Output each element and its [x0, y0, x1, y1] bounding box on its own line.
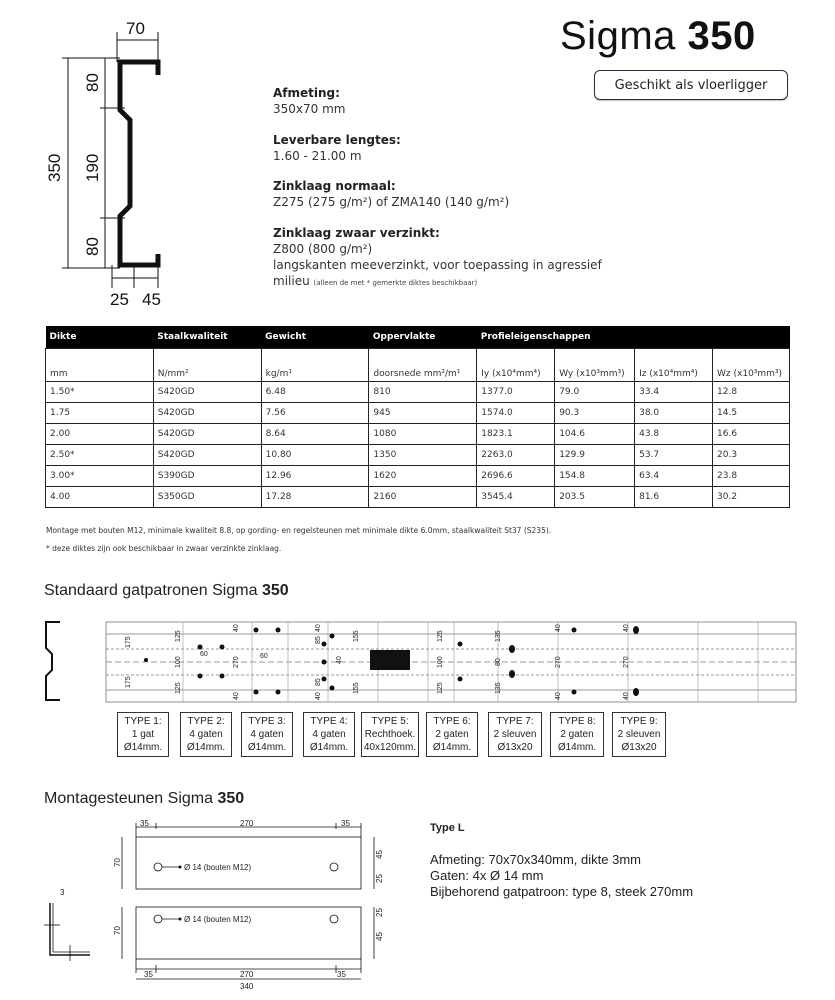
type-label: TYPE 8: [558, 716, 596, 727]
ms-hole-label-bot: Ø 14 (bouten M12) [184, 915, 252, 924]
hole-pattern-drawing [38, 612, 798, 712]
gatpatronen-title-text: Standaard gatpatronen Sigma [44, 582, 258, 599]
table-cell: 1377.0 [477, 382, 555, 403]
dim-seg-bot: 80 [83, 237, 102, 256]
type-label: TYPE 5: [371, 716, 409, 727]
ms-dim-45-top: 45 [375, 850, 384, 859]
table-cell: 2696.6 [477, 466, 555, 487]
th-staalkwaliteit: Staalkwaliteit [153, 326, 261, 349]
type-box-3 [241, 712, 293, 757]
table-cell: 14.5 [713, 403, 790, 424]
type-size: Ø14mm. [432, 742, 472, 753]
ms-dim-25-top: 25 [375, 874, 384, 883]
montage-title [44, 790, 244, 808]
unit-cell: Wz (x10³mm³) [713, 349, 790, 382]
table-cell: 53.7 [635, 445, 713, 466]
type-label: TYPE 3: [248, 716, 286, 727]
type-size: Ø14mm. [123, 742, 163, 753]
table-cell: 154.8 [555, 466, 635, 487]
mounting-bracket-drawing [40, 815, 400, 995]
type-label: TYPE 6: [433, 716, 471, 727]
dim-seg-top: 80 [83, 73, 102, 92]
floor-joist-badge: Geschikt als vloerligger [594, 70, 788, 100]
table-cell: 20.3 [713, 445, 790, 466]
table-cell: S420GD [153, 445, 261, 466]
page-title [560, 14, 756, 59]
table-cell: 3545.4 [477, 487, 555, 508]
type-size: 40x120mm. [363, 742, 417, 753]
table-cell: 63.4 [635, 466, 713, 487]
type-size: Ø14mm. [247, 742, 287, 753]
gp-dim-125-d: 125 [437, 682, 444, 694]
type-box-9 [612, 712, 666, 757]
table-cell: 38.0 [635, 403, 713, 424]
table-cell: 3.00* [46, 466, 154, 487]
type-size: Ø13x20 [621, 742, 657, 753]
table-cell: 203.5 [555, 487, 635, 508]
type-desc: 4 gaten [189, 729, 223, 740]
table-cell: 7.56 [261, 403, 369, 424]
ms-dim-35-tr: 35 [341, 819, 350, 828]
type-desc: 4 gaten [312, 729, 346, 740]
gp-dim-135-top: 135 [495, 630, 502, 642]
ms-hole-label-top: Ø 14 (bouten M12) [184, 863, 252, 872]
th-gewicht: Gewicht [261, 326, 369, 349]
profile-cross-section-drawing [40, 10, 180, 310]
table-header-row [46, 326, 790, 349]
table-cell: 2160 [369, 487, 477, 508]
gatpatronen-title-num: 350 [261, 582, 289, 599]
title-number: 350 [687, 14, 756, 58]
spec-label-zinklaag-zwaar: Zinklaag zwaar verzinkt: [273, 226, 440, 240]
gp-dim-175-top: 175 [125, 636, 132, 648]
gp-dim-175-bot: 175 [125, 676, 132, 688]
table-cell: 17.28 [261, 487, 369, 508]
type-label: TYPE 1: [124, 716, 162, 727]
gp-dim-40-h: 40 [623, 624, 630, 632]
table-cell: 10.80 [261, 445, 369, 466]
table-cell: 945 [369, 403, 477, 424]
gp-dim-40-d: 40 [315, 692, 322, 700]
table-cell: 33.4 [635, 382, 713, 403]
type-box-1 [117, 712, 169, 757]
gp-dim-155-top: 155 [353, 630, 360, 642]
table-cell: 6.48 [261, 382, 369, 403]
table-cell: 1.75 [46, 403, 154, 424]
type-label: TYPE 7: [496, 716, 534, 727]
dim-bottom-b: 45 [142, 290, 161, 309]
type-desc: 2 gaten [560, 729, 594, 740]
table-row [46, 403, 790, 424]
ms-dim-70-bot: 70 [113, 926, 122, 935]
gp-dim-60-b: 60 [260, 653, 268, 660]
table-cell: 1350 [369, 445, 477, 466]
table-cell: 104.6 [555, 424, 635, 445]
gp-dim-155-bot: 155 [353, 682, 360, 694]
ms-dim-270-bot: 270 [240, 970, 254, 979]
table-cell: S350GD [153, 487, 261, 508]
gp-dim-40-b: 40 [233, 692, 240, 700]
th-profieleigenschappen: Profieleigenschappen [477, 326, 790, 349]
table-row [46, 445, 790, 466]
table-row [46, 382, 790, 403]
gp-dim-100: 100 [175, 656, 182, 668]
spec-value-zinklaag-normaal: Z275 (275 g/m²) of ZMA140 (140 g/m²) [273, 195, 510, 209]
table-cell: 1080 [369, 424, 477, 445]
table-cell: 2.50* [46, 445, 154, 466]
spec-value-afmeting: 350x70 mm [273, 102, 346, 116]
type-desc: Rechthoek. [364, 729, 416, 740]
gp-dim-125-top: 125 [175, 630, 182, 642]
type-size: Ø13x20 [497, 742, 533, 753]
ms-dim-35-tl: 35 [140, 819, 149, 828]
table-cell: 129.9 [555, 445, 635, 466]
montage-title-num: 350 [217, 790, 245, 807]
table-cell: 90.3 [555, 403, 635, 424]
gp-dim-85-a: 85 [315, 636, 322, 644]
type-size: Ø14mm. [557, 742, 597, 753]
spec-value-lengtes: 1.60 - 21.00 m [273, 149, 362, 163]
gp-dim-40-a: 40 [233, 624, 240, 632]
gp-dim-135-bot: 135 [495, 682, 502, 694]
ms-dim-3: 3 [60, 888, 65, 897]
type-desc: 2 sleuven [617, 729, 661, 740]
type-box-8 [550, 712, 604, 757]
spec-label-afmeting: Afmeting: [273, 86, 340, 100]
bracket-spec-afmeting: Afmeting: 70x70x340mm, dikte 3mm [430, 852, 641, 867]
spec-label-lengtes: Leverbare lengtes: [273, 133, 401, 147]
montage-title-text: Montagesteunen Sigma [44, 790, 213, 807]
type-box-6 [426, 712, 478, 757]
type-box-5 [361, 712, 419, 757]
type-label: TYPE 9: [620, 716, 658, 727]
title-main: Sigma [560, 14, 676, 58]
table-cell: 16.6 [713, 424, 790, 445]
spec-milieu: milieu [273, 274, 310, 288]
ms-dim-270-top: 270 [240, 819, 254, 828]
unit-cell: N/mm² [153, 349, 261, 382]
table-cell: 1823.1 [477, 424, 555, 445]
gp-dim-85-b: 85 [315, 678, 322, 686]
spec-value-zinklaag-zwaar-3 [273, 274, 477, 288]
type-desc: 2 sleuven [493, 729, 537, 740]
type-desc: 1 gat [131, 729, 155, 740]
gatpatronen-title [44, 582, 289, 600]
gp-dim-40-g: 40 [555, 692, 562, 700]
unit-cell: Wy (x10³mm³) [555, 349, 635, 382]
type-size: Ø14mm. [309, 742, 349, 753]
table-cell: 4.00 [46, 487, 154, 508]
gp-dim-40-i: 40 [623, 692, 630, 700]
type-box-7 [488, 712, 542, 757]
table-row [46, 424, 790, 445]
table-cell: 43.8 [635, 424, 713, 445]
gp-dim-60-a: 60 [200, 651, 208, 658]
table-cell: S420GD [153, 382, 261, 403]
gp-dim-270-a: 270 [233, 656, 240, 668]
table-cell: S420GD [153, 403, 261, 424]
table-cell: 1574.0 [477, 403, 555, 424]
table-cell: 2.00 [46, 424, 154, 445]
th-oppervlakte: Oppervlakte [369, 326, 477, 349]
table-cell: 30.2 [713, 487, 790, 508]
table-cell: S390GD [153, 466, 261, 487]
unit-cell: mm [46, 349, 154, 382]
type-label: TYPE 2: [187, 716, 225, 727]
ms-dim-35-br: 35 [337, 970, 346, 979]
ms-dim-45-bot: 45 [375, 932, 384, 941]
profile-properties-table [45, 326, 790, 508]
table-cell: 79.0 [555, 382, 635, 403]
note-montage: Montage met bouten M12, minimale kwaliteit 8.8, op gording- en regelsteunen met minimale dikte 6.0mm, staalkwaliteit St37 (S235). [46, 526, 552, 535]
ms-dim-70-top: 70 [113, 858, 122, 867]
gp-dim-40-f: 40 [555, 624, 562, 632]
gp-dim-270-b: 270 [555, 656, 562, 668]
th-dikte: Dikte [46, 326, 154, 349]
type-label: TYPE 4: [310, 716, 348, 727]
bracket-type-label: Type L [430, 822, 465, 834]
note-zwaar: * deze diktes zijn ook beschikbaar in zwaar verzinkte zinklaag. [46, 544, 282, 553]
bracket-spec-gaten: Gaten: 4x Ø 14 mm [430, 868, 544, 883]
gp-dim-80: 80 [495, 658, 502, 666]
unit-cell: kg/m¹ [261, 349, 369, 382]
table-cell: 8.64 [261, 424, 369, 445]
type-desc: 4 gaten [250, 729, 284, 740]
ms-dim-35-bl: 35 [144, 970, 153, 979]
dim-seg-mid: 190 [83, 153, 102, 182]
unit-cell: Iz (x10⁴mm⁴) [635, 349, 713, 382]
gp-dim-40-c: 40 [315, 624, 322, 632]
unit-cell: Iy (x10⁴mm⁴) [477, 349, 555, 382]
table-cell: 81.6 [635, 487, 713, 508]
unit-cell: doorsnede mm²/m¹ [369, 349, 477, 382]
spec-value-zinklaag-zwaar: Z800 (800 g/m²) [273, 242, 373, 256]
table-row [46, 487, 790, 508]
table-units-row [46, 349, 790, 382]
type-box-4 [303, 712, 355, 757]
table-cell: 810 [369, 382, 477, 403]
table-cell: 2263.0 [477, 445, 555, 466]
ms-dim-340: 340 [240, 982, 254, 991]
spec-milieu-note: (alleen de met * gemerkte diktes beschikbaar) [313, 279, 478, 287]
table-cell: 23.8 [713, 466, 790, 487]
bracket-spec-gatpatroon: Bijbehorend gatpatroon: type 8, steek 270mm [430, 884, 694, 899]
gp-dim-100-b: 100 [437, 656, 444, 668]
gp-dim-40-e: 40 [336, 656, 343, 664]
table-cell: 12.8 [713, 382, 790, 403]
gp-dim-125-bot: 125 [175, 682, 182, 694]
spec-label-zinklaag-normaal: Zinklaag normaal: [273, 179, 396, 193]
table-cell: 1620 [369, 466, 477, 487]
dim-bottom-a: 25 [110, 290, 129, 309]
gp-dim-125-c: 125 [437, 630, 444, 642]
table-cell: S420GD [153, 424, 261, 445]
table-cell: 12.96 [261, 466, 369, 487]
table-cell: 1.50* [46, 382, 154, 403]
dim-height: 350 [45, 153, 64, 182]
spec-value-zinklaag-zwaar-2: langskanten meeverzinkt, voor toepassing in agressief [273, 258, 602, 272]
gp-dim-270-c: 270 [623, 656, 630, 668]
type-desc: 2 gaten [435, 729, 469, 740]
dim-width-top: 70 [126, 19, 145, 38]
type-size: Ø14mm. [186, 742, 226, 753]
type-box-2 [180, 712, 232, 757]
table-row [46, 466, 790, 487]
ms-dim-25-bot: 25 [375, 908, 384, 917]
